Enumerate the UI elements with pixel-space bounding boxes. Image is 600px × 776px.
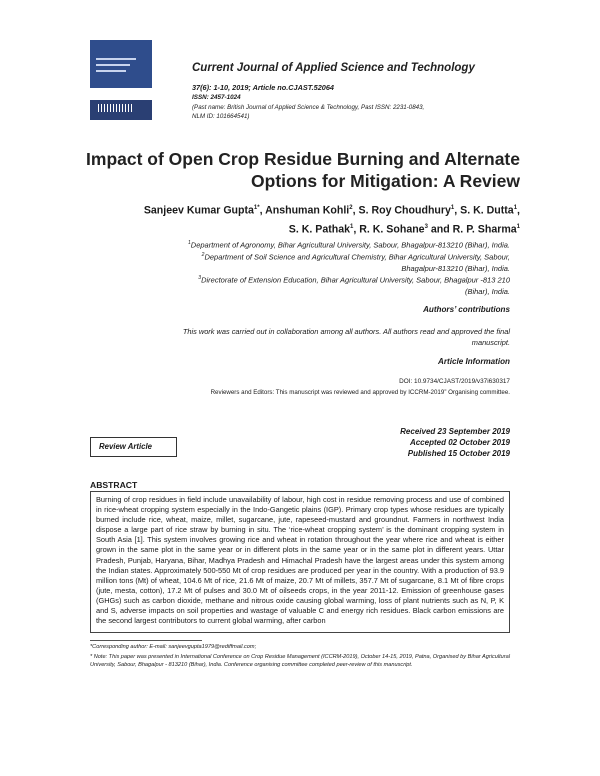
author-name: S. Roy Choudhury (358, 204, 451, 217)
doi: DOI: 10.9734/CJAST/2019/v37i630317 (399, 378, 510, 385)
abstract-text: Burning of crop residues in field include unavailability of labour, high cost in residue removing process and use of combined in rice-wheat cropping system especially in the Indo-Gangetic plains (IGP). Primary crop types whose residues are typically burned include rice, wheat, maize, millet, sugarcane, jute, rapeseed-mustard and groundnut. Farmers in northwest India dispose a large part of rice straw by burning in situ. The ‘rice-wheat cropping system’ is the dominant cropping system in South Asia [1]. This system involves growing rice and wheat in rotation throughout the year where rice and wheat is either grown in the same plot in the same year or in different plots in the same year or in the same plot in different years. Uttar Pradesh, Punjab, Haryana, Bihar, Madhya Pradesh and Himachal Pradesh have the largest areas under this system among the Indian states. Approximately 500-550 Mt of crop residues are produced per year in the country. With a production of 93.9 million tons (Mt) of wheat, 104.6 Mt of rice, 21.6 Mt of maize, 20.7 Mt of millets, 357.7 Mt of sugarcane, 8.1 Mt of fibre crops (jute, mesta, cotton), 17.2 Mt of pulses and 30.0 Mt of oilseeds crops, in the year 2011-12. Emission of greenhouse gases (GHGs) such as carbon dioxide, methane and nitrous oxide causing global warming, loss of plant nutrients such as N, P, K and S, adverse impacts on soil properties and wastage of valuable C and energy rich residues. Black carbon emissions are the second largest contributors to current global warming, after carbon (96, 495, 504, 626)
editors-note: Reviewers and Editors: This manuscript was reviewed and approved by ICCRM-2019” Organising committee. (210, 389, 510, 396)
conference-note-footnote: * Note: This paper was presented in International Conference on Crop Residue Management (ICCRM-2019), October 14-15, 2019, Patna, Organised by Bihar Agricultural University, Sabour, Bhagalpur - 813210 (Bihar), India. Conference organising committee completed peer-review of this manuscript. (90, 654, 510, 669)
accepted-date: Accepted 02 October 2019 (409, 438, 510, 447)
journal-issue: 37(6): 1-10, 2019; Article no.CJAST.52064 (192, 83, 334, 92)
journal-past-info: (Past name: British Journal of Applied Science & Technology, Past ISSN: 2231-0843, NLM ID: 101664541) (192, 104, 425, 120)
abstract-heading: ABSTRACT (90, 480, 138, 490)
affiliation-2: $^2$Department of Soil Science and Agricultural Chemistry, Bihar Agricultural University, Sabour, Bhagalpur-813210 (Bihar), India. (201, 252, 510, 273)
affiliation-3: $^3$Directorate of Extension Education, Bihar Agricultural University, Sabour, Bhagalpur -813 210 (Bihar), India. (198, 275, 510, 296)
paper-title: Impact of Open Crop Residue Burning and Alternate Options for Mitigation: A Review (86, 149, 520, 191)
corresponding-author-footnote: *Corresponding author: E-mail: sanjeevgupta1979@rediffmail.com; (90, 644, 257, 650)
issn-barcode (90, 100, 152, 120)
journal-name: Current Journal of Applied Science and Technology (192, 62, 475, 74)
footnote-divider (90, 640, 202, 641)
author-name: Anshuman Kohli (265, 204, 350, 217)
author-name: S. K. Dutta (460, 204, 514, 217)
journal-issn: ISSN: 2457-1024 (192, 94, 241, 101)
author-list: Sanjeev Kumar Gupta$^{1*}$, Anshuman Kohli$^2$, S. Roy Choudhury$^1$, S. K. Dutta$^1$, S. K. Pathak$^1$, R. K. Sohane$^3$ and R. P. Sharma$^1$ (143, 204, 520, 236)
contributions-text: This work was carried out in collaboration among all authors. All authors read and approved the final manuscript. (182, 327, 510, 347)
affiliation-1: $^1$Department of Agronomy, Bihar Agricultural University, Sabour, Bhagalpur-813210 (Bihar), India. (188, 240, 510, 250)
article-info-heading: Article Information (438, 357, 510, 366)
author-name: R. P. Sharma (452, 223, 517, 236)
article-type-badge: Review Article (90, 437, 177, 457)
abstract-box (90, 491, 510, 633)
received-date: Received 23 September 2019 (400, 427, 510, 436)
author-name: Sanjeev Kumar Gupta (143, 204, 254, 217)
author-name: R. K. Sohane (359, 223, 425, 236)
published-date: Published 15 October 2019 (407, 449, 510, 458)
article-dates (300, 426, 510, 459)
contributions-heading: Authors’ contributions (423, 305, 510, 314)
author-name: S. K. Pathak (288, 223, 350, 236)
journal-cover-thumbnail (90, 40, 152, 88)
